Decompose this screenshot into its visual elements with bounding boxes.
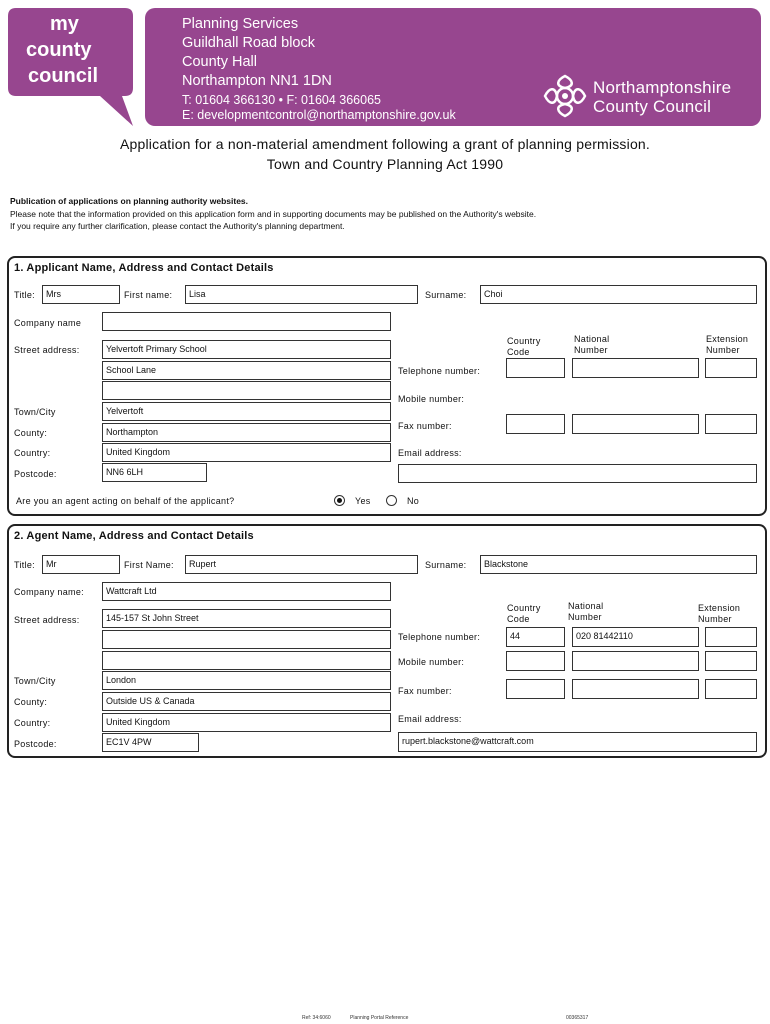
form-title-line-2: Town and Country Planning Act 1990: [266, 156, 504, 172]
agent-country-label: Country:: [14, 718, 51, 728]
form-title-line-1: Application for a non-material amendment following a grant of planning permission.: [119, 136, 651, 152]
agent-county-field[interactable]: Outside US & Canada: [102, 692, 391, 711]
fax-national-number-field[interactable]: [572, 414, 699, 434]
logo-text-county: county: [26, 39, 92, 61]
header-banner: [145, 8, 761, 126]
postcode-label: Postcode:: [14, 469, 57, 479]
country-field[interactable]: United Kingdom: [102, 443, 391, 462]
rose-emblem-icon: [543, 74, 587, 118]
country-label: Country:: [14, 448, 51, 458]
title-field[interactable]: Mrs: [42, 285, 120, 304]
agent-country-field[interactable]: United Kingdom: [102, 713, 391, 732]
street-address-line-1[interactable]: Yelvertoft Primary School: [102, 340, 391, 359]
national-number-header: National Number: [574, 334, 610, 355]
agent-fax-extension-field[interactable]: [705, 679, 757, 699]
agent-title-label: Title:: [14, 560, 35, 570]
telephone-national-number-field[interactable]: [572, 358, 699, 378]
agent-fax-national-number-field[interactable]: [572, 679, 699, 699]
my-county-council-logo: [8, 8, 133, 126]
logo-text-council: council: [28, 65, 99, 87]
agent-country-code-header: Country Code: [507, 603, 541, 624]
agent-yes-label: Yes: [355, 496, 371, 506]
agent-telephone-country-code-field[interactable]: 44: [506, 627, 565, 647]
council-name-line-1: Northamptonshire: [593, 78, 732, 97]
agent-mobile-national-number-field[interactable]: [572, 651, 699, 671]
agent-postcode-field[interactable]: EC1V 4PW: [102, 733, 199, 752]
agent-question: Are you an agent acting on behalf of the applicant?: [16, 496, 235, 506]
agent-company-label: Company name:: [14, 587, 84, 597]
agent-telephone-national-number-field[interactable]: 020 81442110: [572, 627, 699, 647]
agent-telephone-extension-field[interactable]: [705, 627, 757, 647]
logo-text-my: my: [50, 13, 79, 35]
agent-email-field[interactable]: rupert.blackstone@wattcraft.com: [398, 732, 757, 752]
surname-field[interactable]: Choi: [480, 285, 757, 304]
surname-label: Surname:: [425, 290, 467, 300]
section-2-heading: 2. Agent Name, Address and Contact Details: [14, 530, 254, 542]
email-line: E: developmentcontrol@northamptonshire.gov.uk: [182, 108, 456, 122]
agent-fax-label: Fax number:: [398, 686, 452, 696]
footer-portal-value: 00365317: [566, 1015, 589, 1021]
agent-company-field[interactable]: Wattcraft Ltd: [102, 582, 391, 601]
phone-line: T: 01604 366130 • F: 01604 366065: [182, 93, 381, 107]
telephone-label: Telephone number:: [398, 366, 481, 376]
street-address-label: Street address:: [14, 345, 80, 355]
county-label: County:: [14, 428, 48, 438]
agent-mobile-country-code-field[interactable]: [506, 651, 565, 671]
telephone-extension-field[interactable]: [705, 358, 757, 378]
section-agent: [7, 524, 767, 758]
agent-first-name-field[interactable]: Rupert: [185, 555, 418, 574]
country-code-header: Country Code: [507, 336, 541, 357]
agent-town-field[interactable]: London: [102, 671, 391, 690]
publication-note-2: If you require any further clarification, please contact the Authority's planning department.: [10, 221, 345, 231]
agent-first-name-label: First Name:: [124, 560, 174, 570]
agent-surname-label: Surname:: [425, 560, 467, 570]
publication-heading: Publication of applications on planning authority websites.: [10, 196, 249, 206]
email-label: Email address:: [398, 448, 462, 458]
town-field[interactable]: Yelvertoft: [102, 402, 391, 421]
agent-yes-radio[interactable]: [334, 495, 345, 506]
agent-no-radio[interactable]: [386, 495, 397, 506]
town-label: Town/City: [14, 407, 56, 417]
agent-mobile-label: Mobile number:: [398, 657, 465, 667]
agent-street-address-line-3[interactable]: [102, 651, 391, 670]
agent-title-field[interactable]: Mr: [42, 555, 120, 574]
county-field[interactable]: Northampton: [102, 423, 391, 442]
footer-portal-label: Planning Portal Reference: [350, 1015, 409, 1021]
postcode-field[interactable]: NN6 6LH: [102, 463, 207, 482]
address-line-1: Planning Services: [182, 16, 299, 32]
mobile-label: Mobile number:: [398, 394, 465, 404]
title-label: Title:: [14, 290, 35, 300]
extension-number-header: Extension Number: [706, 334, 749, 355]
publication-note-1: Please note that the information provided on this application form and in supporting documents may be published on the Authority's website.: [10, 209, 537, 219]
agent-telephone-label: Telephone number:: [398, 632, 481, 642]
street-address-line-3[interactable]: [102, 381, 391, 400]
section-1-heading: 1. Applicant Name, Address and Contact Details: [14, 262, 274, 274]
section-applicant: [7, 256, 767, 516]
agent-no-label: No: [407, 496, 420, 506]
email-field[interactable]: [398, 464, 757, 483]
agent-postcode-label: Postcode:: [14, 739, 57, 749]
address-line-3: County Hall: [182, 54, 257, 70]
first-name-field[interactable]: Lisa: [185, 285, 418, 304]
street-address-line-2[interactable]: School Lane: [102, 361, 391, 380]
fax-country-code-field[interactable]: [506, 414, 565, 434]
agent-mobile-extension-field[interactable]: [705, 651, 757, 671]
address-line-2: Guildhall Road block: [182, 35, 315, 51]
telephone-country-code-field[interactable]: [506, 358, 565, 378]
agent-fax-country-code-field[interactable]: [506, 679, 565, 699]
company-label: Company name: [14, 318, 82, 328]
fax-label: Fax number:: [398, 421, 452, 431]
agent-surname-field[interactable]: Blackstone: [480, 555, 757, 574]
first-name-label: First name:: [124, 290, 173, 300]
company-field[interactable]: [102, 312, 391, 331]
agent-street-address-label: Street address:: [14, 615, 80, 625]
council-name-line-2: County Council: [593, 97, 712, 116]
fax-extension-field[interactable]: [705, 414, 757, 434]
agent-county-label: County:: [14, 697, 48, 707]
agent-town-label: Town/City: [14, 676, 56, 686]
agent-street-address-line-1[interactable]: 145-157 St John Street: [102, 609, 391, 628]
agent-street-address-line-2[interactable]: [102, 630, 391, 649]
address-line-4: Northampton NN1 1DN: [182, 73, 332, 89]
agent-extension-number-header: Extension Number: [698, 603, 741, 624]
agent-email-label: Email address:: [398, 714, 462, 724]
footer-ref: Ref: 34:6060: [302, 1015, 331, 1021]
agent-national-number-header: National Number: [568, 601, 604, 622]
